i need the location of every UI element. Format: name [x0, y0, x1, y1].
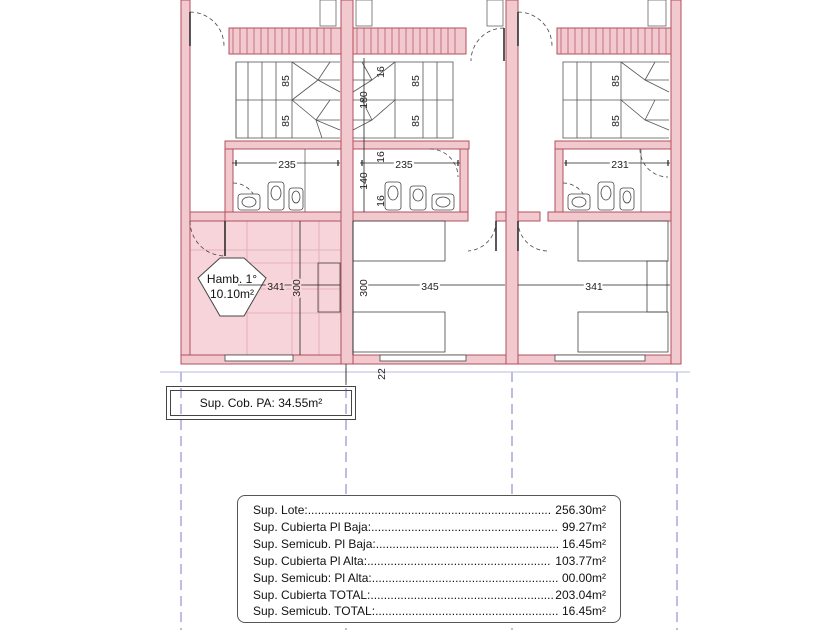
dim-bed-mid-w: 345: [421, 281, 439, 293]
dim-bed-mid-h: 300: [358, 279, 370, 297]
summary-row: [253, 502, 606, 519]
dim-stair-bot-right: 85: [610, 115, 622, 127]
summary-row: [253, 587, 606, 604]
summary-row: [253, 603, 606, 620]
summary-value: 99.27m²: [561, 519, 606, 534]
room-tag: [196, 272, 268, 302]
summary-label: Sup. Semicub. Pl Baja:: [253, 536, 376, 551]
summary-label: Sup. Semicub. TOTAL:: [253, 604, 376, 619]
summary-leader: .......................................................: [375, 536, 560, 551]
covered-area-box: [166, 386, 356, 420]
summary-label: Sup. Cubierta TOTAL:: [253, 587, 371, 602]
dim-v16-a: 16: [375, 151, 387, 163]
dim-v140: 140: [358, 172, 370, 190]
summary-row: [253, 536, 606, 553]
surface-summary-table: [237, 495, 621, 623]
summary-leader: .......................................................: [367, 553, 551, 568]
summary-leader: .......................................................: [375, 604, 559, 619]
covered-area-text: Sup. Cob. PA: 34.55m²: [170, 390, 352, 416]
dim-bath-left: 235: [278, 159, 296, 171]
dim-bed-right-w: 341: [585, 281, 603, 293]
summary-value: 16.45m²: [561, 604, 606, 619]
summary-leader: .........................................................................: [307, 503, 552, 517]
summary-value: 256.30m²: [555, 503, 606, 517]
summary-leader: .......................................................: [370, 587, 554, 602]
dim-v16-top: 16: [375, 66, 387, 78]
dim-stair-bot-mid: 85: [410, 115, 422, 127]
summary-row: [253, 570, 606, 587]
summary-leader: ........................................................: [371, 570, 559, 585]
dim-v16-b: 16: [375, 195, 387, 207]
dim-stair-bot-left: 85: [280, 115, 292, 127]
dim-wall-gap: 22: [376, 368, 388, 380]
summary-value: 16.45m²: [561, 536, 606, 551]
summary-row: [253, 519, 606, 536]
dim-bath-mid: 235: [395, 159, 413, 171]
dim-bed-left-h: 300: [291, 279, 303, 297]
summary-label: Sup. Cubierta Pl Alta:: [253, 553, 368, 568]
dim-bath-right: 231: [611, 159, 629, 171]
dim-stair-top-right: 85: [610, 75, 622, 87]
dim-stair-top-left: 85: [280, 75, 292, 87]
summary-label: Sup. Cubierta Pl Baja:: [253, 519, 372, 534]
summary-label: Sup. Lote:: [253, 503, 308, 517]
summary-row: [253, 553, 606, 570]
dim-bed-left-w: 341: [267, 281, 285, 293]
dim-stair-top-mid: 85: [410, 75, 422, 87]
summary-value: 00.00m²: [561, 570, 606, 585]
summary-value: 203.04m²: [555, 587, 606, 602]
summary-value: 103.77m²: [555, 553, 606, 568]
dim-v180: 180: [358, 91, 370, 109]
room-area: 10.10m²: [209, 287, 255, 301]
summary-leader: ........................................................: [371, 519, 558, 534]
room-name: Hamb. 1°: [206, 272, 258, 286]
summary-label: Sup. Semicub: Pl Alta:: [253, 570, 372, 585]
